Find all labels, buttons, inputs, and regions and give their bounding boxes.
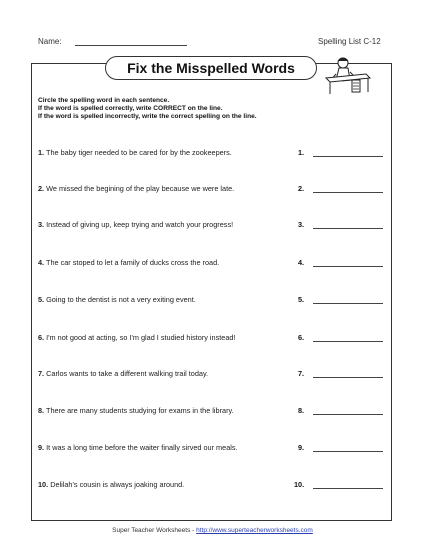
question-number: 1. (38, 148, 45, 157)
answer-line[interactable] (313, 488, 383, 489)
question-text (38, 480, 184, 489)
instruction-line: Circle the spelling word in each sentence. (38, 97, 170, 104)
name-line (75, 45, 187, 46)
question-number: 2. (38, 184, 45, 193)
sentence: We missed the begining of the play because we were late. (46, 184, 235, 193)
question-text (38, 148, 232, 157)
question-number: 8. (38, 406, 45, 415)
answer-number: 5. (298, 295, 305, 304)
question-number: 10. (38, 480, 49, 489)
answer-line[interactable] (313, 156, 383, 157)
answer-number: 1. (298, 148, 305, 157)
answer-number: 10. (294, 480, 305, 489)
answer-number: 4. (298, 258, 305, 267)
question-text (38, 443, 238, 452)
answer-number: 9. (298, 443, 305, 452)
title-text: Fix the Misspelled Words (127, 60, 295, 76)
answer-number: 3. (298, 220, 305, 229)
answer-line[interactable] (313, 341, 383, 342)
question-text (38, 333, 236, 342)
sentence: Going to the dentist is not a very exiting event. (46, 295, 196, 304)
sentence: The baby tiger needed to be cared for by the zookeepers. (46, 148, 232, 157)
footer-link[interactable]: http://www.superteacherworksheets.com (196, 527, 313, 534)
sentence: Instead of giving up, keep trying and watch your progress! (46, 220, 234, 229)
student-at-desk-icon (322, 54, 374, 98)
question-number: 9. (38, 443, 45, 452)
answer-number: 6. (298, 333, 305, 342)
sentence: Delilah's cousin is always joaking around. (50, 480, 185, 489)
question-number: 3. (38, 220, 45, 229)
answer-line[interactable] (313, 451, 383, 452)
question-text (38, 220, 233, 229)
question-number: 6. (38, 333, 45, 342)
answer-number: 7. (298, 369, 305, 378)
instruction-line: If the word is spelled correctly, write CORRECT on the line. (38, 105, 223, 112)
answer-number: 2. (298, 184, 305, 193)
answer-line[interactable] (313, 192, 383, 193)
footer-separator: - (192, 527, 195, 534)
answer-number: 8. (298, 406, 305, 415)
answer-line[interactable] (313, 377, 383, 378)
footer (0, 527, 425, 534)
question-number: 5. (38, 295, 45, 304)
question-text (38, 369, 208, 378)
question-number: 7. (38, 369, 45, 378)
question-text (38, 295, 196, 304)
sentence: The car stoped to let a family of ducks cross the road. (46, 258, 220, 267)
answer-line[interactable] (313, 228, 383, 229)
sentence: It was a long time before the waiter finally sirved our meals. (46, 443, 238, 452)
question-text (38, 184, 234, 193)
answer-line[interactable] (313, 414, 383, 415)
worksheet-title (105, 56, 317, 80)
name-label: Name: (38, 37, 62, 46)
question-text (38, 258, 219, 267)
answer-line[interactable] (313, 266, 383, 267)
question-text (38, 406, 234, 415)
spelling-list-label: Spelling List C-12 (318, 37, 381, 46)
answer-line[interactable] (313, 303, 383, 304)
worksheet-frame (31, 63, 392, 521)
sentence: Carlos wants to take a different walking trail today. (46, 369, 209, 378)
footer-brand: Super Teacher Worksheets (112, 527, 191, 534)
instruction-line: If the word is spelled incorrectly, write the correct spelling on the line. (38, 113, 257, 120)
sentence: There are many students studying for exams in the library. (46, 406, 234, 415)
sentence: I'm not good at acting, so I'm glad I studied history instead! (46, 333, 236, 342)
question-number: 4. (38, 258, 45, 267)
